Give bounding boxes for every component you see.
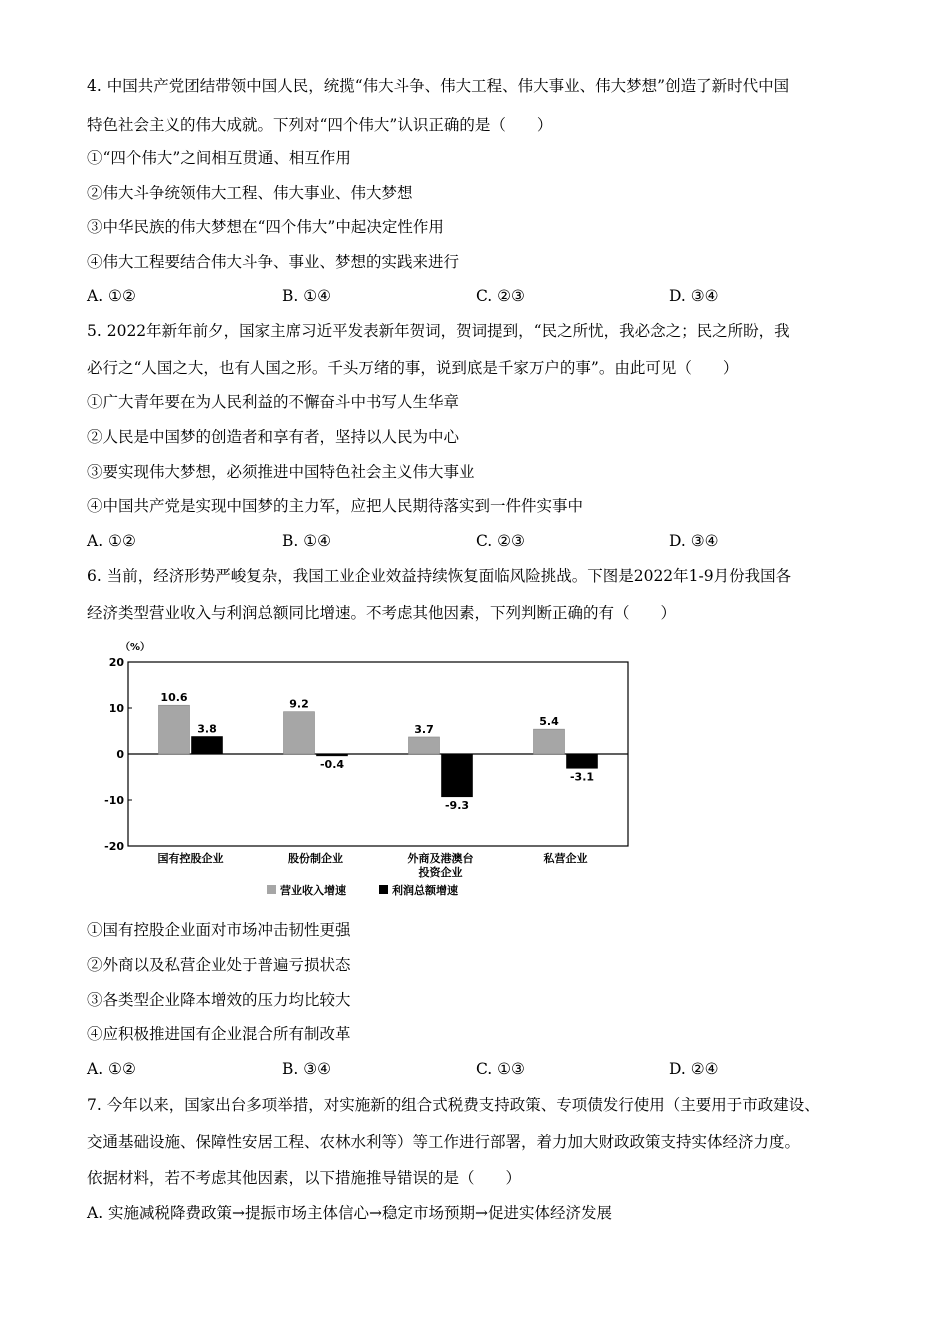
q5-stem-line2: 必行之“人国之大，也有人国之形。千头万绪的事，说到底是千家万户的事”。由此可见（ ）: [87, 359, 739, 377]
q7-stem-line2: 交通基础设施、保障性安居工程、农林水利等）等工作进行部署，着力加大财政政策支持实体经济力度。: [87, 1133, 801, 1151]
q4-option-b[interactable]: B. ①④: [282, 287, 332, 305]
q6-statement-4: ④应积极推进国有企业混合所有制改革: [87, 1025, 351, 1043]
q5-statement-1: ①广大青年要在为人民利益的不懈奋斗中书写人生华章: [87, 393, 460, 411]
q6-stem-line1: 6. 当前，经济形势严峻复杂，我国工业企业效益持续恢复面临风险挑战。下图是2022年1-9月份我国各: [87, 567, 792, 585]
q4-statement-1: ①“四个伟大”之间相互贯通、相互作用: [87, 149, 351, 167]
q4-options: [87, 286, 867, 306]
q6-option-d[interactable]: D. ②④: [669, 1060, 719, 1078]
q4-statement-3: ③中华民族的伟大梦想在“四个伟大”中起决定性作用: [87, 218, 444, 236]
q6-statement-2: ②外商以及私营企业处于普遍亏损状态: [87, 956, 351, 974]
data-label-revenue-3: 5.4: [539, 715, 559, 729]
data-label-revenue-0: 10.6: [160, 691, 188, 705]
data-label-revenue-1: 9.2: [289, 697, 309, 711]
y-tick-label: 10: [108, 702, 124, 715]
data-label-profit-3: -3.1: [569, 770, 595, 784]
q5-statement-3: ③要实现伟大梦想，必须推进中国特色社会主义伟大事业: [87, 463, 475, 481]
q6-option-b[interactable]: B. ③④: [282, 1060, 332, 1078]
category-labels: [158, 851, 588, 879]
q4-option-a[interactable]: A. ①②: [87, 287, 136, 305]
q4-statement-4: ④伟大工程要结合伟大斗争、事业、梦想的实践来进行: [87, 253, 460, 271]
q4-statement-2: ②伟大斗争统领伟大工程、伟大事业、伟大梦想: [87, 184, 413, 202]
legend-label-profit: 利润总额增速: [392, 884, 458, 897]
legend-swatch-profit: [379, 885, 388, 894]
q7-option-a[interactable]: A. 实施减税降费政策→提振市场主体信心→稳定市场预期→促进实体经济发展: [87, 1204, 613, 1222]
q5-statement-2: ②人民是中国梦的创造者和享有者，坚持以人民为中心: [87, 428, 460, 446]
y-tick-label: -20: [104, 840, 124, 853]
data-label-profit-1: -0.4: [319, 757, 345, 771]
bars: [159, 691, 598, 812]
q4-stem-line2: 特色社会主义的伟大成就。下列对“四个伟大”认识正确的是（ ）: [87, 116, 553, 134]
q6-stem-line2: 经济类型营业收入与利润总额同比增速。不考虑其他因素，下列判断正确的有（ ）: [87, 604, 677, 622]
q7-stem-line1: 7. 今年以来，国家出台多项举措，对实施新的组合式税费支持政策、专项债发行使用（主要用于市政建设、: [87, 1096, 820, 1114]
q5-option-d[interactable]: D. ③④: [669, 532, 719, 550]
y-tick-label: 20: [108, 656, 124, 669]
q5-options: [87, 531, 867, 551]
data-label-profit-0: 3.8: [197, 722, 217, 736]
category-label-2: 外商及港澳台: [407, 852, 474, 865]
q4-option-c[interactable]: C. ②③: [476, 287, 525, 305]
bar-revenue-3: [534, 729, 565, 754]
bar-revenue-2: [409, 737, 440, 754]
q6-bar-chart: [100, 638, 640, 903]
legend-label-revenue: 营业收入增速: [280, 884, 346, 897]
q5-statement-4: ④中国共产党是实现中国梦的主力军，应把人民期待落实到一件件实事中: [87, 497, 584, 515]
q6-options: [87, 1059, 867, 1079]
q6-option-c[interactable]: C. ①③: [476, 1060, 525, 1078]
category-label-0: 国有控股企业: [157, 852, 224, 865]
y-tick-label: -10: [104, 794, 124, 807]
bar-profit-3: [567, 754, 598, 768]
q5-stem-line1: 5. 2022年新年前夕，国家主席习近平发表新年贺词，贺词提到，“民之所忧，我必念之；民之所盼，我: [87, 322, 790, 340]
bar-profit-1: [317, 754, 348, 756]
y-tick-label: 0: [116, 748, 124, 761]
q4-option-d[interactable]: D. ③④: [669, 287, 719, 305]
q6-statement-3: ③各类型企业降本增效的压力均比较大: [87, 991, 351, 1009]
category-label-3: 私营企业: [543, 852, 588, 865]
category-label-2: 投资企业: [418, 866, 463, 879]
data-label-profit-2: -9.3: [444, 798, 470, 812]
bar-revenue-0: [159, 705, 190, 754]
q7-stem-line3: 依据材料，若不考虑其他因素，以下措施推导错误的是（ ）: [87, 1169, 522, 1187]
legend-swatch-revenue: [267, 885, 276, 894]
q6-statement-1: ①国有控股企业面对市场冲击韧性更强: [87, 921, 351, 939]
category-label-1: 股份制企业: [288, 852, 343, 865]
q6-option-a[interactable]: A. ①②: [87, 1060, 136, 1078]
legend: [267, 883, 458, 897]
q5-option-b[interactable]: B. ①④: [282, 532, 332, 550]
q5-option-c[interactable]: C. ②③: [476, 532, 525, 550]
y-unit-label: （%）: [120, 642, 151, 653]
bar-profit-2: [442, 754, 473, 797]
q5-option-a[interactable]: A. ①②: [87, 532, 136, 550]
q4-stem-line1: 4. 中国共产党团结带领中国人民，统揽“伟大斗争、伟大工程、伟大事业、伟大梦想”创造了新时代中国: [87, 77, 790, 95]
bar-revenue-1: [284, 712, 315, 754]
bar-profit-0: [192, 737, 223, 754]
data-label-revenue-2: 3.7: [414, 722, 434, 736]
